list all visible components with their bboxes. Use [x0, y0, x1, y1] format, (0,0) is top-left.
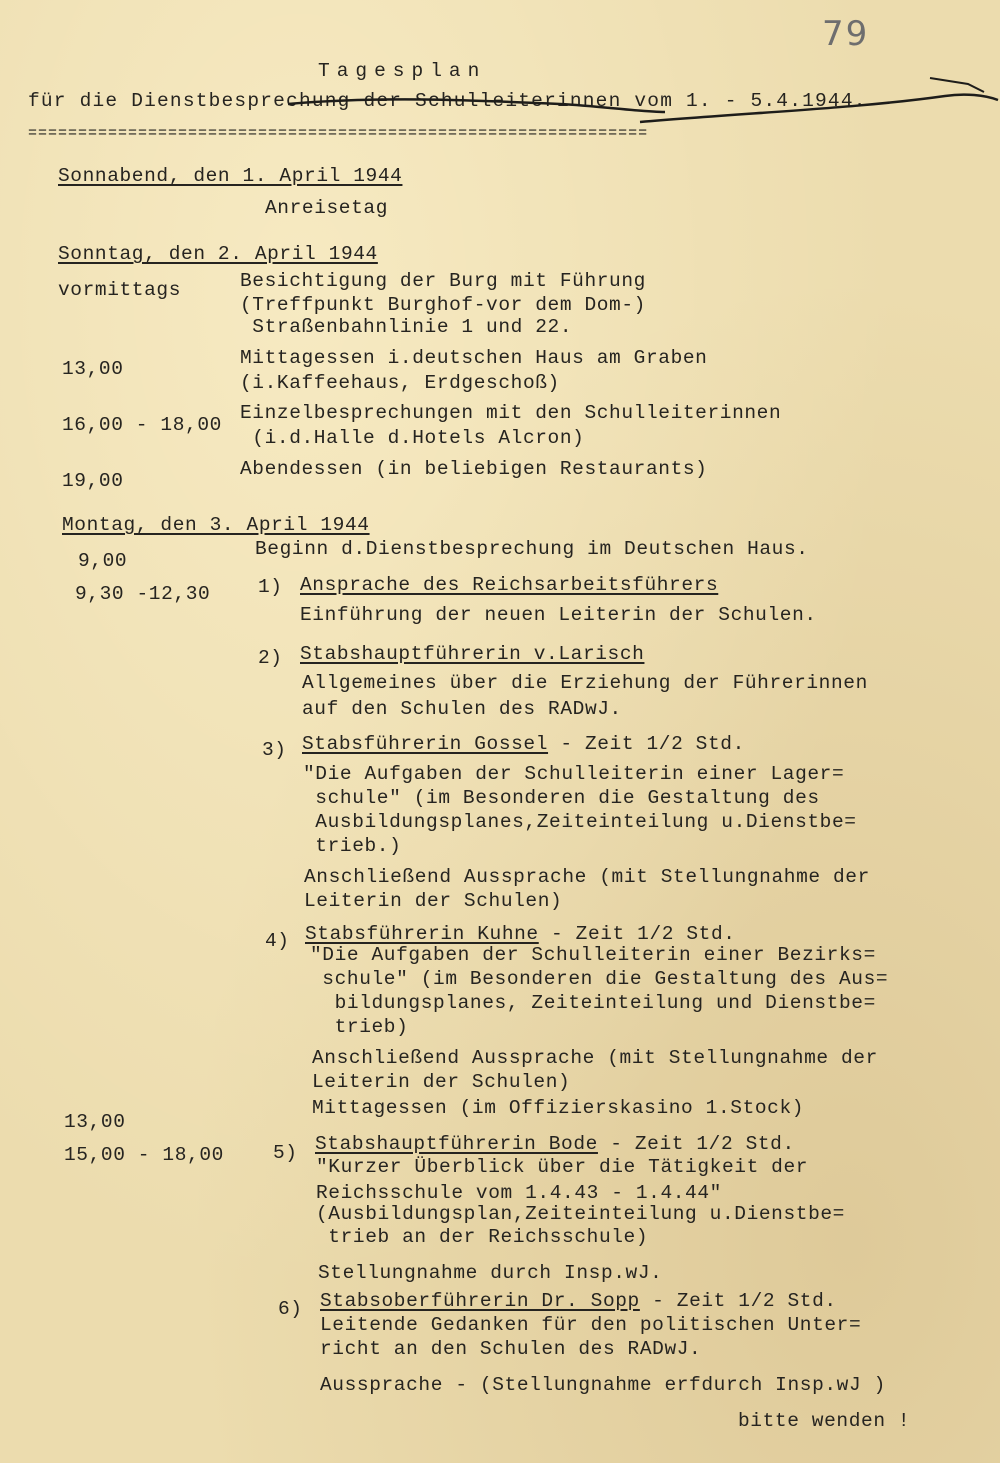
item-line: Anschließend Aussprache (mit Stellungnahme der: [312, 1047, 878, 1069]
time-label: 9,00: [78, 550, 128, 572]
footer-note: bitte wenden !: [738, 1410, 911, 1432]
entry-line: (Treffpunkt Burghof-vor dem Dom-): [240, 294, 646, 316]
document-subtitle: für die Dienstbesprechung der Schulleiterinnen vom 1. - 5.4.1944.: [28, 90, 867, 112]
arrival-day-note: Anreisetag: [265, 197, 389, 219]
item-line: schule" (im Besonderen die Gestaltung des Aus=: [310, 968, 889, 990]
document-title: Tagesplan: [318, 60, 487, 82]
item-line: (Ausbildungsplan,Zeiteinteilung u.Dienstbe=: [316, 1203, 845, 1225]
item-number: 4): [265, 930, 290, 952]
item-number: 2): [258, 647, 283, 669]
handwritten-strikethrough-mark: [0, 0, 1000, 160]
day-heading-saturday: Sonnabend, den 1. April 1944: [58, 165, 403, 187]
speaker-name: Stabsoberführerin Dr. Sopp: [320, 1290, 640, 1312]
item-line: trieb an der Reichsschule): [316, 1226, 649, 1248]
speaker-duration: - Zeit 1/2 Std.: [639, 1290, 837, 1312]
item-line: Anschließend Aussprache (mit Stellungnahme der: [304, 866, 870, 888]
double-rule: ==============================================================: [28, 125, 649, 142]
item-line: "Kurzer Überblick über die Tätigkeit der: [316, 1156, 809, 1178]
day-heading-monday: Montag, den 3. April 1944: [62, 514, 370, 536]
entry-line: Straßenbahnlinie 1 und 22.: [240, 316, 573, 338]
item-line: bildungsplanes, Zeiteinteilung und Dienstbe=: [310, 992, 876, 1014]
item-heading: [305, 925, 736, 945]
item-line: auf den Schulen des RADwJ.: [302, 698, 622, 720]
item-number: 3): [262, 739, 287, 761]
item-line: Aussprache - (Stellungnahme erfdurch Insp.wJ ): [320, 1374, 886, 1396]
time-label: 13,00: [64, 1111, 126, 1133]
item-line: trieb): [310, 1016, 409, 1038]
item-line: "Die Aufgaben der Schulleiterin einer Lager=: [303, 763, 845, 785]
speaker-duration: - Zeit 1/2 Std.: [597, 1133, 795, 1155]
item-line: richt an den Schulen des RADwJ.: [320, 1338, 702, 1360]
entry-line: Besichtigung der Burg mit Führung: [240, 270, 646, 292]
time-label: 9,30 -12,30: [75, 583, 211, 605]
speaker-name: Stabsführerin Gossel: [302, 733, 549, 755]
entry-line: (i.d.Halle d.Hotels Alcron): [240, 427, 585, 449]
day-heading-sunday: Sonntag, den 2. April 1944: [58, 243, 378, 265]
item-line: schule" (im Besonderen die Gestaltung des: [303, 787, 820, 809]
speaker-name: Ansprache des Reichsarbeitsführers: [300, 574, 719, 596]
time-label: 15,00 - 18,00: [64, 1144, 224, 1166]
page-number: 79: [822, 14, 870, 54]
time-label: 13,00: [62, 358, 124, 380]
entry-line: Einzelbesprechungen mit den Schulleiterinnen: [240, 402, 782, 424]
item-line: Stellungnahme durch Insp.wJ.: [318, 1262, 663, 1284]
item-number: 6): [278, 1298, 303, 1320]
item-number: 5): [273, 1142, 298, 1164]
speaker-name: Stabsführerin Kuhne: [305, 923, 539, 945]
item-line: Allgemeines über die Erziehung der Führerinnen: [302, 672, 868, 694]
entry-line: Mittagessen (im Offizierskasino 1.Stock): [312, 1097, 805, 1119]
speaker-name: Stabshauptführerin Bode: [315, 1133, 598, 1155]
entry-line: (i.Kaffeehaus, Erdgeschoß): [240, 372, 560, 394]
speaker-duration: - Zeit 1/2 Std.: [548, 733, 745, 755]
speaker-name: Stabshauptführerin v.Larisch: [300, 643, 645, 665]
item-number: 1): [258, 576, 283, 598]
entry-line: Beginn d.Dienstbesprechung im Deutschen Haus.: [255, 538, 809, 560]
time-label: 16,00 - 18,00: [62, 414, 222, 436]
item-line: trieb.): [303, 835, 402, 857]
item-line: Leiterin der Schulen): [304, 890, 563, 912]
item-line: Reichsschule vom 1.4.43 - 1.4.44": [316, 1182, 722, 1204]
item-line: Einführung der neuen Leiterin der Schulen.: [300, 604, 817, 626]
entry-line: Abendessen (in beliebigen Restaurants): [240, 458, 708, 480]
item-heading: [315, 1135, 795, 1155]
time-label: 19,00: [62, 470, 124, 492]
item-line: Leitende Gedanken für den politischen Unter=: [320, 1314, 862, 1336]
item-heading: [302, 735, 745, 755]
item-heading: [320, 1292, 837, 1312]
item-line: "Die Aufgaben der Schulleiterin einer Bezirks=: [310, 944, 876, 966]
item-line: Ausbildungsplanes,Zeiteinteilung u.Dienstbe=: [303, 811, 857, 833]
speaker-duration: - Zeit 1/2 Std.: [538, 923, 736, 945]
item-line: Leiterin der Schulen): [312, 1071, 571, 1093]
entry-line: Mittagessen i.deutschen Haus am Graben: [240, 347, 708, 369]
time-label: vormittags: [58, 279, 182, 301]
